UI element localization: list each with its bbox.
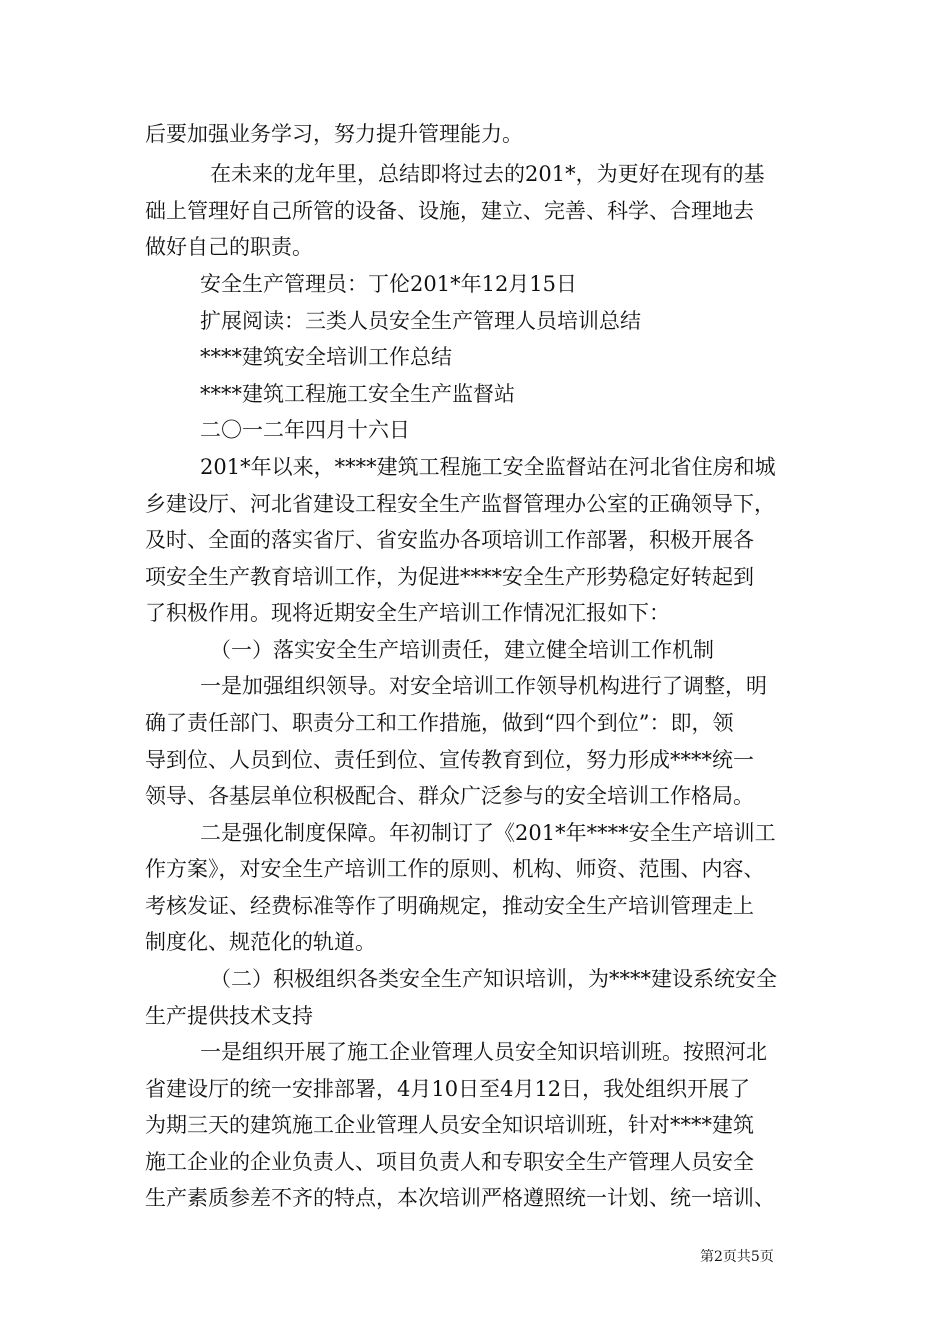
paragraph-first-line: 201*年以来，****建筑工程施工安全监督站在河北省住房和城	[200, 455, 776, 479]
text-line: 领导、各基层单位积极配合、群众广泛参与的安全培训工作格局。	[145, 784, 754, 808]
paragraph-first-line: 在未来的龙年里，总结即将过去的201*，为更好在现有的基	[210, 162, 765, 186]
text-line: 导到位、人员到位、责任到位、宣传教育到位，努力形成****统一	[145, 748, 754, 772]
text-line: 制度化、规范化的轨道。	[145, 930, 376, 954]
report-title: ****建筑安全培训工作总结	[200, 345, 452, 369]
report-date: 二〇一二年四月十六日	[200, 418, 410, 442]
text-line: 础上管理好自己所管的设备、设施，建立、完善、科学、合理地去	[145, 199, 754, 223]
text-line: 后要加强业务学习，努力提升管理能力。	[145, 122, 523, 146]
text-line: 省建设厅的统一安排部署，4月10日至4月12日，我处组织开展了	[145, 1077, 751, 1101]
signature-line: 安全生产管理员：丁伦201*年12月15日	[200, 272, 578, 296]
paragraph-first-line: 二是强化制度保障。年初制订了《201*年****安全生产培训工	[200, 821, 776, 845]
paragraph-first-line: 一是加强组织领导。对安全培训工作领导机构进行了调整，明	[200, 674, 767, 698]
page-number-footer: 第2页共5页	[700, 1249, 774, 1265]
text-line: 做好自己的职责。	[145, 235, 313, 259]
report-organization: ****建筑工程施工安全生产监督站	[200, 382, 515, 406]
section-heading-1: （一）落实安全生产培训责任，建立健全培训工作机制	[210, 638, 714, 662]
text-line: 为期三天的建筑施工企业管理人员安全知识培训班，针对****建筑	[145, 1113, 754, 1137]
extended-reading-title: 扩展阅读：三类人员安全生产管理人员培训总结	[200, 309, 641, 333]
text-line: 项安全生产教育培训工作，为促进****安全生产形势稳定好转起到	[145, 565, 754, 589]
section-heading-2: （二）积极组织各类安全生产知识培训，为****建设系统安全	[210, 967, 777, 991]
paragraph-first-line: 一是组织开展了施工企业管理人员安全知识培训班。按照河北	[200, 1040, 767, 1064]
text-line: 考核发证、经费标准等作了明确规定，推动安全生产培训管理走上	[145, 894, 754, 918]
text-line: 作方案》，对安全生产培训工作的原则、机构、师资、范围、内容、	[145, 857, 765, 881]
text-line: 生产素质参差不齐的特点，本次培训严格遵照统一计划、统一培训、	[145, 1186, 775, 1210]
text-line: 了积极作用。现将近期安全生产培训工作情况汇报如下：	[145, 601, 670, 625]
text-line: 生产提供技术支持	[145, 1004, 313, 1028]
text-line: 乡建设厅、河北省建设工程安全生产监督管理办公室的正确领导下，	[145, 492, 775, 516]
text-line: 确了责任部门、职责分工和工作措施，做到“四个到位”：即，领	[145, 711, 734, 735]
text-line: 施工企业的企业负责人、项目负责人和专职安全生产管理人员安全	[145, 1150, 754, 1174]
text-line: 及时、全面的落实省厅、省安监办各项培训工作部署，积极开展各	[145, 528, 754, 552]
